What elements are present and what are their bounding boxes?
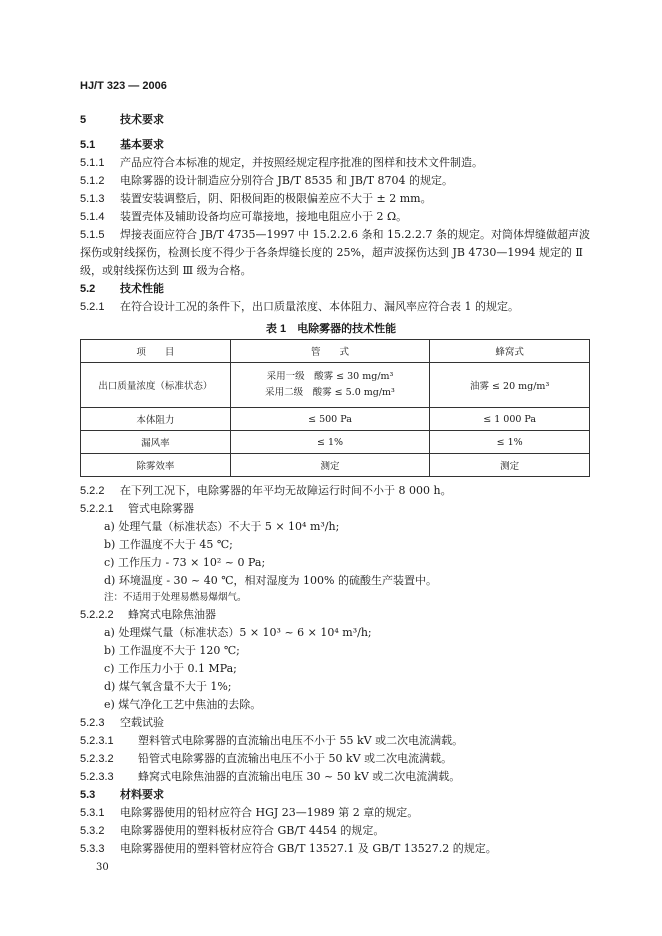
section-title: 技术性能 bbox=[120, 282, 164, 295]
list-item: c) 工作压力 - 73 × 10² ~ 0 Pa; bbox=[104, 556, 266, 569]
section-title: 材料要求 bbox=[120, 788, 164, 801]
table-caption: 表 1 电除雾器的技术性能 bbox=[265, 323, 397, 335]
clause-5-3-1 bbox=[80, 804, 622, 822]
table-row bbox=[81, 431, 590, 454]
clause-text: 在下列工况下，电除雾器的年平均无故障运行时间不小于 8 000 h。 bbox=[120, 484, 452, 497]
tube-value-line: 采用二级 酸雾 ≤ 5.0 mg/m³ bbox=[265, 387, 395, 398]
tube-value: ≤ 1% bbox=[230, 431, 430, 454]
clause-5-1-5-continued: 探伤或射线探伤，检测长度不得少于各条焊缝长度的 25%，超声波探伤达到 JB 4730—1994 规定的 Ⅱ bbox=[80, 246, 583, 259]
clause-number: 5.2.3.3 bbox=[80, 771, 114, 783]
clause-text: 在符合设计工况的条件下，出口质量浓度、本体阻力、漏风率应符合表 1 的规定。 bbox=[120, 300, 519, 313]
honeycomb-value: 油雾 ≤ 20 mg/m³ bbox=[430, 363, 590, 408]
clause-text-line: 焊接表面应符合 JB/T 4735—1997 中 15.2.2.6 条和 15.2.2.7 条的规定。对筒体焊缝做超声波 bbox=[120, 228, 590, 241]
clause-text: 蜂窝式电除焦油器的直流输出电压 30 ~ 50 kV 或二次电流满载。 bbox=[138, 770, 461, 783]
clause-number: 5.2.3 bbox=[80, 717, 105, 729]
clause-number: 5.2.2 bbox=[80, 485, 105, 497]
clause-5-2-3-1 bbox=[80, 732, 622, 750]
clause-number: 5.1.4 bbox=[80, 211, 105, 223]
clause-text: 电除雾器使用的塑料板材应符合 GB/T 4454 的规定。 bbox=[120, 824, 385, 837]
table-row bbox=[81, 363, 590, 408]
clause-number: 5.2.2.1 bbox=[80, 503, 114, 515]
note: 注：不适用于处理易燃易爆烟气。 bbox=[104, 592, 247, 603]
clause-5-3-3 bbox=[80, 840, 622, 858]
tube-value: 测定 bbox=[230, 454, 430, 477]
clause-5-2-1 bbox=[80, 298, 622, 316]
performance-table bbox=[80, 339, 590, 477]
section-number: 5.1 bbox=[80, 139, 96, 151]
honeycomb-value: ≤ 1% bbox=[430, 431, 590, 454]
clause-5-1-5 bbox=[80, 226, 622, 244]
section-title: 基本要求 bbox=[120, 138, 164, 151]
clause-text: 塑料管式电除雾器的直流输出电压不小于 55 kV 或二次电流满载。 bbox=[138, 734, 464, 747]
clause-title: 蜂窝式电除焦油器 bbox=[128, 608, 216, 621]
list-item: d) 煤气氧含量不大于 1%; bbox=[104, 680, 232, 693]
clause-number: 5.1.5 bbox=[80, 229, 105, 241]
clause-5-1-4 bbox=[80, 208, 622, 226]
page-number: 30 bbox=[96, 862, 109, 873]
clause-5-1-2 bbox=[80, 172, 622, 190]
clause-text: 电除雾器的设计制造应分别符合 JB/T 8535 和 JB/T 8704 的规定。 bbox=[120, 174, 454, 187]
clause-5-2-2 bbox=[80, 482, 622, 500]
clause-number: 5.2.3.2 bbox=[80, 753, 114, 765]
clause-5-1-5-continued: 级，或射线探伤达到 Ⅲ 级为合格。 bbox=[80, 264, 252, 277]
clause-number: 5.3.1 bbox=[80, 807, 105, 819]
clause-5-2-3-3 bbox=[80, 768, 622, 786]
honeycomb-value: ≤ 1 000 Pa bbox=[430, 408, 590, 431]
clause-5-2-2-1-heading bbox=[80, 500, 622, 518]
clause-number: 5.1.1 bbox=[80, 157, 105, 169]
clause-5-1-1 bbox=[80, 154, 622, 172]
clause-5-2-3-2 bbox=[80, 750, 622, 768]
row-item: 出口质量浓度（标准状态） bbox=[81, 363, 231, 408]
table-row bbox=[81, 408, 590, 431]
clause-number: 5.3.3 bbox=[80, 843, 105, 855]
clause-text: 电除雾器使用的铅材应符合 HGJ 23—1989 第 2 章的规定。 bbox=[120, 806, 419, 819]
list-item: a) 处理煤气量（标准状态）5 × 10³ ~ 6 × 10⁴ m³/h; bbox=[104, 626, 372, 639]
list-item: e) 煤气净化工艺中焦油的去除。 bbox=[104, 698, 262, 711]
clause-number: 5.1.2 bbox=[80, 175, 105, 187]
clause-number: 5.3.2 bbox=[80, 825, 105, 837]
clause-text: 装置壳体及辅助设备均应可靠接地，接地电阻应小于 2 Ω。 bbox=[120, 210, 408, 223]
clause-title: 管式电除雾器 bbox=[128, 502, 194, 515]
column-header-item: 项 目 bbox=[81, 340, 231, 363]
clause-text: 装置安装调整后，阴、阳极间距的极限偏差应不大于 ± 2 mm。 bbox=[120, 192, 432, 205]
section-5-2-heading bbox=[80, 280, 622, 298]
row-item: 漏风率 bbox=[81, 431, 231, 454]
section-number: 5.2 bbox=[80, 283, 96, 295]
column-header-honeycomb: 蜂窝式 bbox=[430, 340, 590, 363]
clause-number: 5.2.2.2 bbox=[80, 609, 114, 621]
clause-5-1-3 bbox=[80, 190, 622, 208]
section-number: 5 bbox=[80, 114, 87, 126]
clause-5-3-2 bbox=[80, 822, 622, 840]
tube-value bbox=[230, 363, 430, 408]
clause-5-2-2-2-heading bbox=[80, 606, 622, 624]
section-5-heading bbox=[80, 111, 622, 129]
row-item: 本体阻力 bbox=[81, 408, 231, 431]
list-item: a) 处理气量（标准状态）不大于 5 × 10⁴ m³/h; bbox=[104, 520, 340, 533]
section-title: 技术要求 bbox=[120, 113, 164, 126]
clause-title: 空载试验 bbox=[120, 716, 164, 729]
clause-text: 铅管式电除雾器的直流输出电压不小于 50 kV 或二次电流满载。 bbox=[138, 752, 453, 765]
clause-text: 产品应符合本标准的规定，并按照经规定程序批准的图样和技术文件制造。 bbox=[120, 156, 483, 169]
list-item: b) 工作温度不大于 45 ℃; bbox=[104, 538, 233, 551]
clause-number: 5.2.3.1 bbox=[80, 735, 114, 747]
section-5-1-heading bbox=[80, 136, 622, 154]
section-number: 5.3 bbox=[80, 789, 96, 801]
standard-code-header: HJ/T 323 — 2006 bbox=[80, 80, 167, 92]
tube-value-line: 采用一级 酸雾 ≤ 30 mg/m³ bbox=[266, 371, 394, 382]
list-item: c) 工作压力小于 0.1 MPa; bbox=[104, 662, 237, 675]
list-item: b) 工作温度不大于 120 ℃; bbox=[104, 644, 240, 657]
table-header-row bbox=[81, 340, 590, 363]
clause-number: 5.1.3 bbox=[80, 193, 105, 205]
clause-number: 5.2.1 bbox=[80, 301, 105, 313]
tube-value: ≤ 500 Pa bbox=[230, 408, 430, 431]
clause-5-2-3-heading bbox=[80, 714, 622, 732]
column-header-tube: 管 式 bbox=[230, 340, 430, 363]
table-row bbox=[81, 454, 590, 477]
honeycomb-value: 测定 bbox=[430, 454, 590, 477]
clause-text: 电除雾器使用的塑料管材应符合 GB/T 13527.1 及 GB/T 13527.2 的规定。 bbox=[120, 842, 497, 855]
section-5-3-heading bbox=[80, 786, 622, 804]
list-item: d) 环境温度 - 30 ~ 40 ℃，相对湿度为 100% 的硫酸生产装置中。 bbox=[104, 574, 437, 587]
row-item: 除雾效率 bbox=[81, 454, 231, 477]
